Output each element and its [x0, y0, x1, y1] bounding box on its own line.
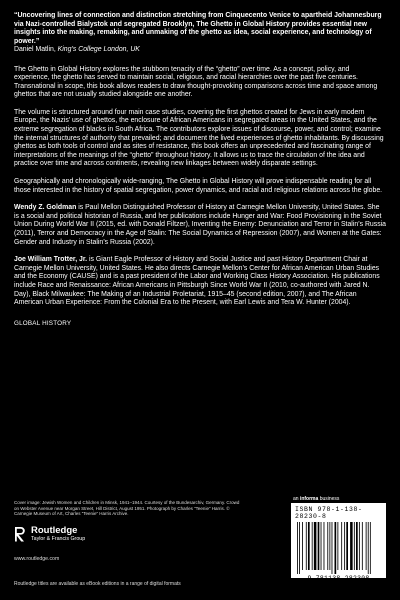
barcode-bar [335, 522, 337, 574]
editor-bio-trotter [14, 256, 386, 308]
description-paragraph-3: Geographically and chronologically wide-ranging, The Ghetto in Global History will prove indispensable reading for all those interested in the history of spatial segregation, power dynamics, and racial and religious relations across the globe. [14, 178, 383, 194]
barcode-bar [344, 522, 345, 570]
endorser-name: Daniel Matlin, [14, 46, 56, 53]
barcode-bar [350, 522, 353, 570]
endorsement-attribution [14, 46, 386, 55]
cover-image-credits: Cover image: Jewish Women and Children in Minsk, 1941–1944. Courtesy of the Bundesarchiv, Germany. Crowd on Webster Avenue near Morgan Street, Hill District, August 1951. Photograph by Charles “Teenie” Harris. © Carnegie Museum of Art, Charles “Teenie” Harris Archive. [14, 500, 240, 517]
publisher-logo [14, 525, 85, 543]
editor-name: Joe William Trotter, Jr. [14, 256, 88, 264]
publisher-name: Routledge [31, 524, 78, 536]
barcode-bar [312, 522, 313, 570]
editor-bio-goldman [14, 204, 386, 247]
barcode-bar [368, 522, 369, 574]
barcode-panel [291, 503, 386, 582]
editor-name: Wendy Z. Goldman [14, 204, 77, 212]
barcode-bar [356, 522, 358, 570]
barcode-bar [354, 522, 355, 570]
barcode-bar [370, 522, 371, 574]
endorser-affiliation: King’s College London, UK [57, 46, 140, 53]
barcode-bar [337, 522, 338, 570]
barcode-bar [362, 522, 363, 570]
description-paragraph-1: The Ghetto in Global History explores the stubborn tenacity of the “ghetto” over time. As a concept, policy, and experience, the ghetto has served to maintain social, religious, and racial hierarchies over the past five centuries. Transnational in scope, this book allows readers to draw thought-provoking comparisons across time and space among ghettos that are not usually studied alongside one another. [14, 65, 378, 99]
barcode-bar [299, 522, 300, 574]
barcode-bar [302, 522, 303, 570]
publisher-website: www.routledge.com [14, 556, 60, 562]
barcode-bar [327, 522, 328, 570]
routledge-r-icon [14, 525, 26, 543]
barcode-bar [318, 522, 320, 570]
barcode-bar [359, 522, 360, 570]
informa-imprint: an informa business [293, 496, 340, 502]
barcode-bar [332, 522, 333, 574]
barcode-bar [366, 522, 367, 570]
barcode-bar [297, 522, 298, 574]
editor-bio-text: is Paul Mellon Distinguished Professor of History at Carnegie Mellon University, United States. She is a social and political historian of Russia, and her publications include Hunger and War: Food Provisioning in the Soviet Union During World War II (2015, ed. with Donald Filtzer), Inventing the Enemy: Denunciation and Terror in Stalin’s Russia (2011), Terror and Democracy in the Age of Stalin: The Social Dynamics of Repression (2007), and Women at the Gates: Gender and Industry in Stalin’s Russia (2002). [14, 204, 387, 246]
barcode-bar [321, 522, 322, 570]
editor-bio-text: is Giant Eagle Professor of History and Social Justice and past History Department Chair at Carnegie Mellon University, United States. He also directs Carnegie Mellon’s Center for African American Urban Studies and the Economy (CAUSE) and is a past president of the Labor and Working Class History Association. His publications include Race and Renaissance: African Americans in Pittsburgh Since World War II (2010, co-authored with Jared N. Day), Black Milwaukee: The Making of an Industrial Proletariat, 1915–45 (second edition, 2007), and The African American Urban Experience: From the Colonial Era to the Present, with Earl Lewis and Tera W. Hunter (2004). [14, 256, 380, 307]
barcode-bar [306, 522, 307, 570]
barcode-bar [329, 522, 330, 570]
barcode-bar [308, 522, 310, 570]
barcode-bar [324, 522, 325, 570]
publisher-group: Taylor & Francis Group [31, 535, 86, 542]
endorsement-quote: “Uncovering lines of connection and distinction stretching from Cinquecento Venice to apartheid Johannesburg via Nazi-controlled Bialystok and segregated Brooklyn, The Ghetto in Global History provides essential new insights into the making, remaking, and unmaking of the ghetto as idea, social experience, and technology of power.” [14, 12, 382, 45]
ebook-note: Routledge titles are available as eBook editions in a range of digital formats [14, 581, 181, 587]
barcode-bar [341, 522, 342, 570]
barcode-bar [314, 522, 317, 570]
description-paragraph-2: The volume is structured around four main case studies, covering the first ghettos created for Jews in early modern Europe, the Nazis’ use of ghettos, the enclosure of African Americans in segregated areas in the United States, and the extreme segregation of blacks in South Africa. The contributors explore issues of discourse, power, and control; examine the internal structures of authority that prevailed; and document the lived experiences of ghetto inhabitants. By discussing ghettos as both tools of control and as sites of resistance, this book offers an unprecedented and fascinating range of interpretations of the meanings of the “ghetto” throughout history. It allows us to trace the circulation of the idea and practice over time and across continents, revealing new linkages between widely disparate settings. [14, 108, 384, 168]
barcode-bar [346, 522, 348, 570]
ean-text: 9 781138 282308 [307, 575, 370, 582]
isbn-text: ISBN 978-1-138-28230-8 [295, 506, 363, 520]
subject-category: GLOBAL HISTORY [14, 319, 72, 327]
barcode-bars [295, 522, 382, 574]
